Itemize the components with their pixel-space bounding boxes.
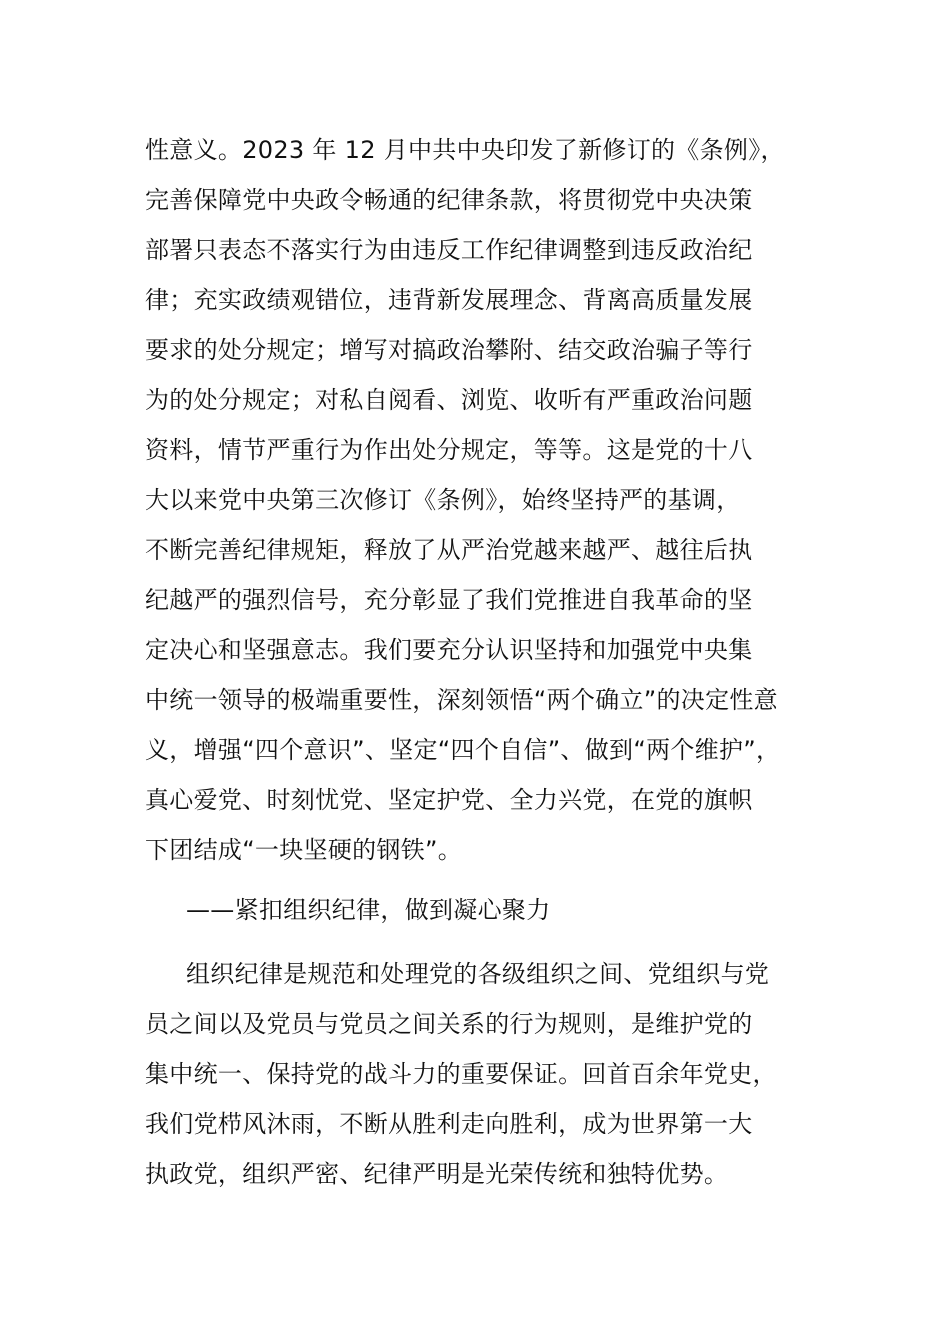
text-line: 集中统一、保持党的战斗力的重要保证。回首百余年党史， [145,1060,777,1088]
text-line: 为的处分规定；对私自阅看、浏览、收听有严重政治问题 [145,386,753,414]
text-line: 要求的处分规定；增写对搞政治攀附、结交政治骗子等行 [145,336,753,364]
text-line: 义，增强“四个意识”、坚定“四个自信”、做到“两个维护”， [145,736,781,764]
text-line: 中统一领导的极端重要性，深刻领悟“两个确立”的决定性意 [145,686,778,714]
text-line: 完善保障党中央政令畅通的纪律条款，将贯彻党中央决策 [145,186,753,214]
text-line: 组织纪律是规范和处理党的各级组织之间、党组织与党 [186,960,770,988]
text-line: 资料，情节严重行为作出处分规定，等等。这是党的十八 [145,436,753,464]
section-heading: ——紧扣组织纪律，做到凝心聚力 [186,896,551,924]
text-line: 部署只表态不落实行为由违反工作纪律调整到违反政治纪 [145,236,753,264]
text-line: 律；充实政绩观错位，违背新发展理念、背离高质量发展 [145,286,753,314]
text-line: 定决心和坚强意志。我们要充分认识坚持和加强党中央集 [145,636,753,664]
text-line: 我们党栉风沐雨，不断从胜利走向胜利，成为世界第一大 [145,1110,753,1138]
text-line: 性意义。2023 年 12 月中共中央印发了新修订的《条例》， [145,136,785,164]
text-line: 大以来党中央第三次修订《条例》，始终坚持严的基调， [145,486,741,514]
text-line: 员之间以及党员与党员之间关系的行为规则，是维护党的 [145,1010,753,1038]
text-line: 下团结成“一块坚硬的钢铁”。 [145,836,463,864]
text-line: 纪越严的强烈信号，充分彰显了我们党推进自我革命的坚 [145,586,753,614]
text-line: 真心爱党、时刻忧党、坚定护党、全力兴党，在党的旗帜 [145,786,753,814]
text-line: 执政党，组织严密、纪律严明是光荣传统和独特优势。 [145,1160,729,1188]
text-line: 不断完善纪律规矩，释放了从严治党越来越严、越往后执 [145,536,753,564]
